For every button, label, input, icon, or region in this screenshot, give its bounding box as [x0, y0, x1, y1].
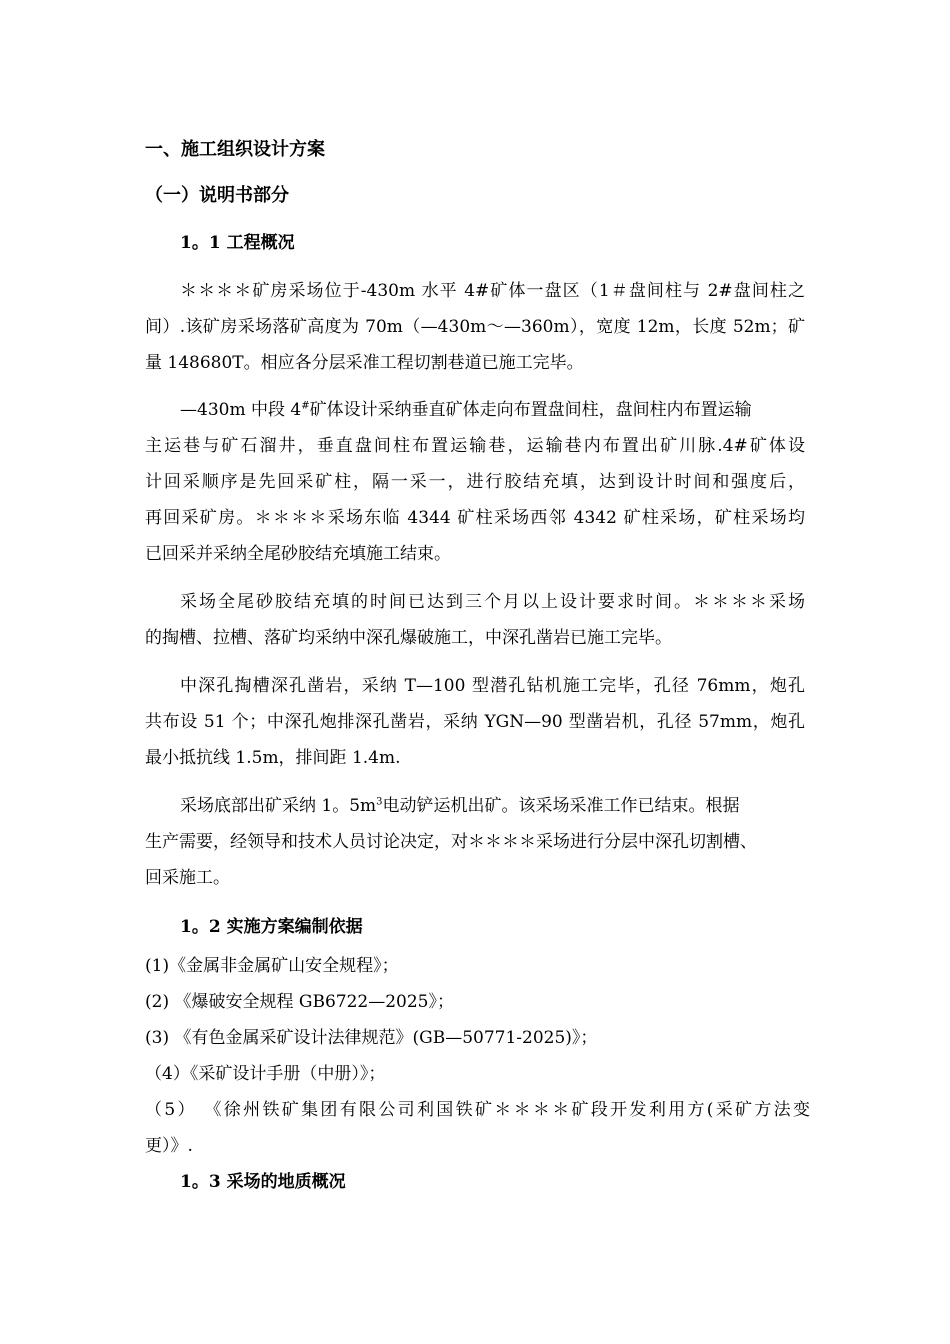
heading-construction-design: 一、施工组织设计方案: [145, 139, 325, 160]
list-item: 更）》.: [145, 1136, 193, 1156]
paragraph-line: —430m 中段 4#矿体设计采纳垂直矿体走向布置盘间柱，盘间柱内布置运输: [180, 400, 752, 420]
list-item: （4）《采矿设计手册（中册）》；: [145, 1064, 386, 1084]
section-title-geology: 1。3 采场的地质概况: [180, 1172, 346, 1192]
paragraph-line: 采场全尾砂胶结充填的时间已达到三个月以上设计要求时间。＊＊＊＊采场: [180, 592, 805, 612]
paragraph-line: 最小抵抗线 1.5m，排间距 1.4m.: [145, 748, 401, 768]
paragraph-line: 已回采并采纳全尾砂胶结充填施工结束。: [145, 544, 451, 564]
paragraph-line: 计回采顺序是先回采矿柱，隔一采一，进行胶结充填，达到设计时间和强度后，: [145, 472, 805, 492]
paragraph-line: 再回采矿房。＊＊＊＊采场东临 4344 矿柱采场西邻 4342 矿柱采场，矿柱采场均: [145, 508, 805, 528]
section-title-basis: 1。2 实施方案编制依据: [180, 917, 363, 937]
list-item: (1)《金属非金属矿山安全规程》；: [145, 956, 399, 976]
paragraph-line: 回采施工。: [145, 868, 230, 888]
paragraph-line: 间）.该矿房采场落矿高度为 70m（—430m～—360m），宽度 12m，长度 52m；矿: [145, 317, 805, 337]
paragraph-line: 采场底部出矿采纳 1。$5m^3$电动铲运机出矿。该采场采准工作已结束。根据: [180, 796, 740, 816]
paragraph-line: ＊＊＊＊矿房采场位于-430m 水平 4#矿体一盘区（1＃盘间柱与 2#盘间柱之: [180, 281, 805, 301]
list-item: (3) 《有色金属采矿设计法律规范》(GB—50771-2025)》；: [145, 1028, 598, 1048]
heading-specification: （一）说明书部分: [145, 185, 289, 206]
list-item: （5） 《徐州铁矿集团有限公司利国铁矿＊＊＊＊矿段开发利用方(采矿方法变: [145, 1100, 810, 1120]
paragraph-line: 共布设 51 个；中深孔炮排深孔凿岩，采纳 YGN—90 型凿岩机，孔径 57mm，炮孔: [145, 712, 805, 732]
section-title-overview: 1。1 工程概况: [180, 233, 295, 253]
paragraph-line: 生产需要，经领导和技术人员讨论决定，对＊＊＊＊采场进行分层中深孔切割槽、: [145, 832, 757, 852]
paragraph-line: 的掏槽、拉槽、落矿均采纳中深孔爆破施工，中深孔凿岩已施工完毕。: [145, 628, 672, 648]
paragraph-line: 主运巷与矿石溜井，垂直盘间柱布置运输巷，运输巷内布置出矿川脉.4#矿体设: [145, 436, 805, 456]
paragraph-line: 量 148680T。相应各分层采准工程切割巷道已施工完毕。: [145, 353, 584, 373]
list-item: (2) 《爆破安全规程 GB6722—2025》；: [145, 992, 454, 1012]
paragraph-line: 中深孔掏槽深孔凿岩，采纳 T—100 型潜孔钻机施工完毕，孔径 76mm，炮孔: [180, 676, 805, 696]
